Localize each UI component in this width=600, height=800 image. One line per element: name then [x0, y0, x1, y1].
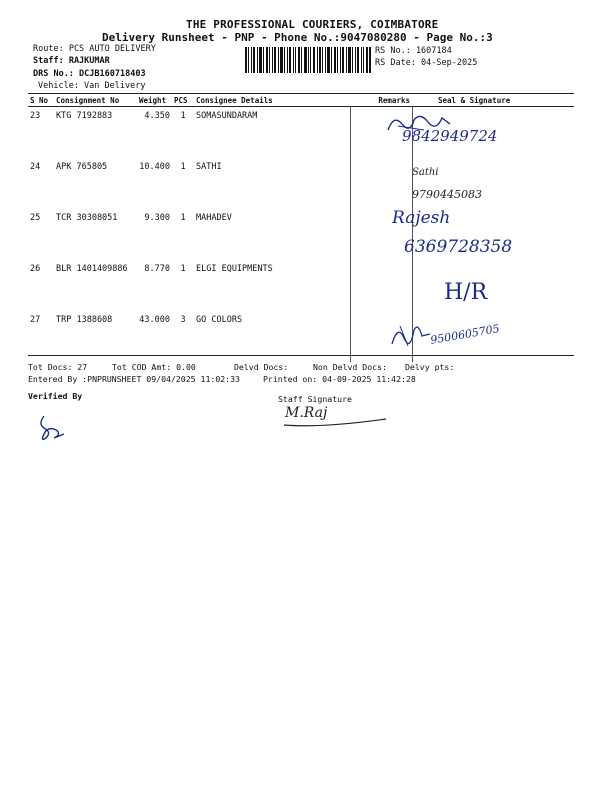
- total-cod-amount: Tot COD Amt: 0.00: [112, 362, 196, 372]
- cell-consignee: SOMASUNDARAM: [196, 111, 258, 121]
- header-seal-signature: Seal & Signature: [412, 94, 574, 107]
- cell-pcs: 1: [180, 111, 186, 121]
- table-header-row: [28, 94, 574, 107]
- header-remarks: Remarks: [350, 94, 412, 107]
- cell-sno: 23: [30, 111, 41, 121]
- header-weight: Weight: [137, 94, 172, 107]
- cell-sno: 27: [30, 314, 41, 325]
- header-sno: S No: [28, 94, 54, 107]
- cell-consignment: KTG 7192883: [56, 111, 113, 121]
- cell-weight: 9.300: [144, 212, 170, 223]
- non-delivered-docs: Non Delvd Docs:: [313, 362, 387, 372]
- cell-consignee: SATHI: [196, 161, 222, 172]
- header-consignee: Consignee Details: [194, 94, 350, 107]
- total-docs: Tot Docs: 27: [28, 362, 88, 372]
- cell-weight: 43.000: [139, 314, 170, 325]
- verified-by-signature: [34, 412, 70, 444]
- cell-consignment: TCR 30308051: [56, 212, 118, 223]
- handwritten-phone-25: 6369728358: [404, 237, 513, 257]
- runsheet-subtitle: Delivery Runsheet - PNP - Phone No.:9047080280 - Page No.:3: [102, 31, 493, 44]
- handwritten-phone-23: 9842949724: [402, 127, 498, 145]
- printed-on: Printed on: 04-09-2025 11:42:28: [263, 374, 416, 384]
- cell-pcs: 1: [180, 161, 186, 172]
- entered-by: Entered By :PNPRUNSHEET 09/04/2025 11:02:33: [28, 374, 240, 384]
- cell-seal: [412, 260, 574, 311]
- cell-sno: 26: [30, 263, 41, 274]
- barcode-image: [245, 47, 371, 73]
- staff-text: Staff: RAJKUMAR: [33, 56, 110, 66]
- cell-pcs: 3: [180, 314, 186, 325]
- handwritten-phone-24: 9790445083: [412, 188, 482, 201]
- cell-weight: 10.400: [139, 161, 170, 172]
- cell-weight: 4.350: [144, 111, 170, 121]
- staff-signature-label: Staff Signature: [278, 394, 352, 404]
- cell-pcs: 1: [180, 212, 186, 223]
- cell-sno: 24: [30, 161, 41, 172]
- staff-signature-underline: [282, 416, 388, 430]
- rs-date: RS Date: 04-Sep-2025: [375, 58, 478, 68]
- delivered-docs: Delvd Docs:: [234, 362, 289, 372]
- vehicle-text: Vehicle: Van Delivery: [38, 81, 146, 91]
- verified-by-label: Verified By: [28, 391, 83, 401]
- handwritten-name-24: Sathi: [412, 167, 439, 178]
- table-row: [28, 158, 574, 209]
- cell-consignee: ELGI EQUIPMENTS: [196, 263, 273, 274]
- cell-weight: 8.770: [144, 263, 170, 274]
- cell-consignee: GO COLORS: [196, 314, 243, 325]
- cell-consignment: TRP 1388608: [56, 314, 113, 325]
- table-row: [28, 260, 574, 311]
- cell-remarks: [350, 260, 412, 311]
- handwritten-name-25: Rajesh: [392, 208, 451, 228]
- drs-text: DRS No.: DCJB160718403: [33, 69, 146, 79]
- cell-consignment: APK 765805: [56, 161, 108, 172]
- delivery-points: Delvy pts:: [405, 362, 455, 372]
- header-pcs: PCS: [172, 94, 194, 107]
- header-consignment: Consignment No: [54, 94, 137, 107]
- route-text: Route: PCS AUTO DELIVERY: [33, 44, 156, 54]
- rs-number: RS No.: 1607184: [375, 46, 452, 56]
- cell-consignment: BLR 1401409886: [56, 263, 128, 274]
- cell-sno: 25: [30, 212, 41, 223]
- cell-remarks: [350, 158, 412, 209]
- footer-divider: [28, 355, 574, 356]
- handwritten-phone-27: 9500605705: [429, 322, 501, 347]
- signature-scribble-27: [388, 316, 434, 350]
- cell-pcs: 1: [180, 263, 186, 274]
- handwritten-mark-26: H/R: [444, 280, 488, 305]
- staff-signature-text: M.Raj: [285, 405, 328, 421]
- cell-consignee: MAHADEV: [196, 212, 232, 223]
- company-title: THE PROFESSIONAL COURIERS, COIMBATORE: [186, 18, 439, 31]
